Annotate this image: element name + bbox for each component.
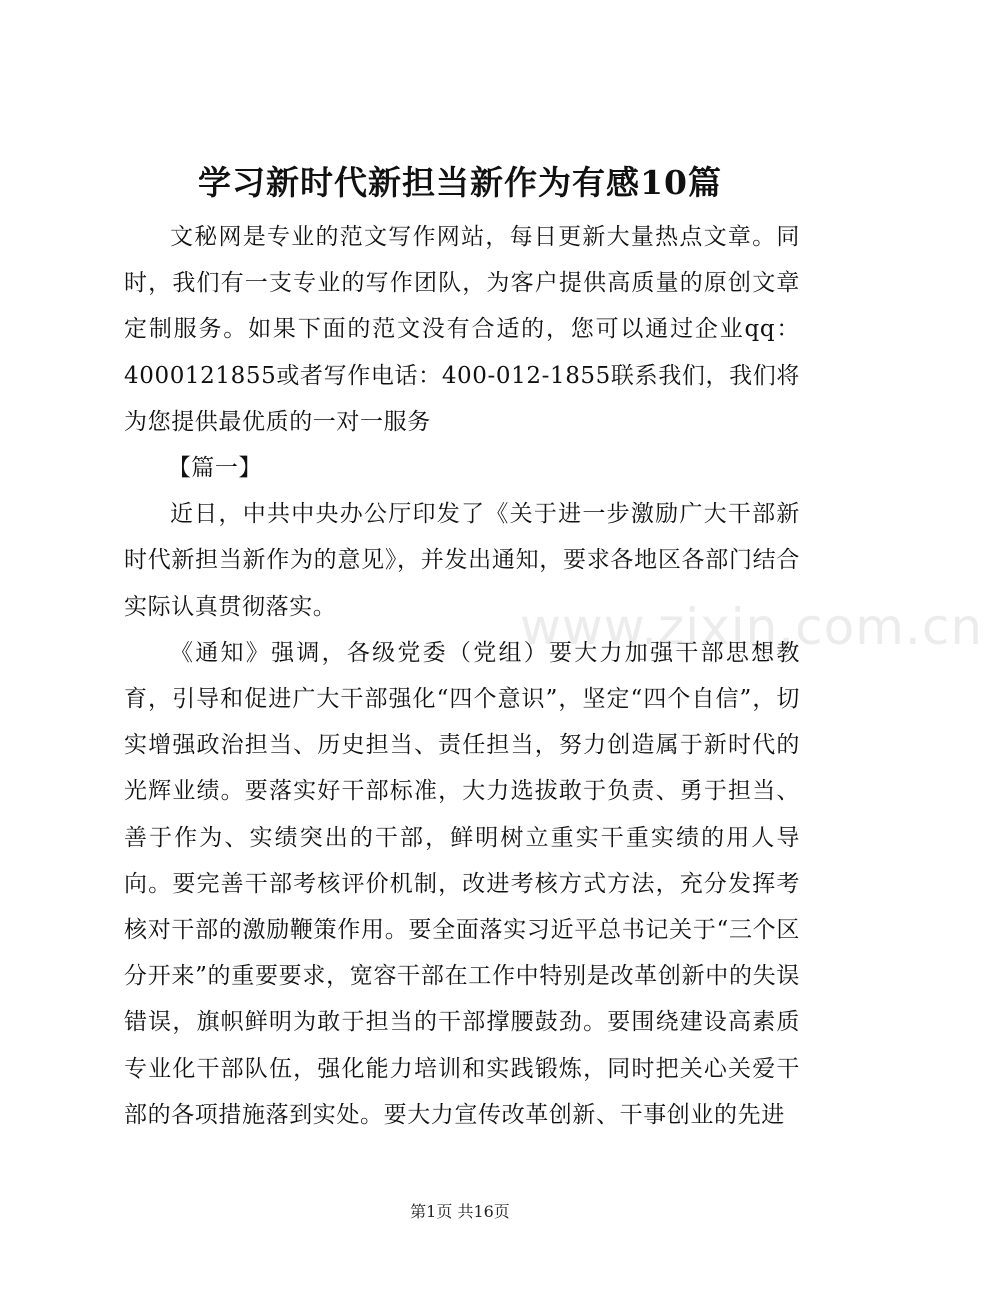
document-title: 学习新时代新担当新作为有感10篇 (198, 163, 722, 202)
document-body (124, 214, 800, 1138)
page-footer: 第1页 共16页 (410, 1202, 510, 1221)
watermark: www.zixin.com.cn (520, 598, 983, 656)
body-paragraph: 近日，中共中央办公厅印发了《关于进一步激励广大干部新时代新担当新作为的意见》，并发出通知，要求各地区各部门结合实际认真贯彻落实。 (124, 501, 800, 620)
section-heading: 【篇一】 (167, 455, 263, 482)
body-paragraph: 《通知》强调，各级党委（党组）要大力加强干部思想教育，引导和促进广大干部强化“四个意识”，坚定“四个自信”，切实增强政治担当、历史担当、责任担当，努力创造属于新时代的光辉业绩。要落实好干部标准，大力选拔敢于负责、勇于担当、善于作为、实绩突出的干部，鲜明树立重实干重实绩的用人导向。要完善干部考核评价机制，改进考核方式方法，充分发挥考核对干部的激励鞭策作用。要全面落实习近平总书记关于“三个区分开来”的重要要求，宽容干部在工作中特别是改革创新中的失误错误，旗帜鲜明为敢于担当的干部撑腰鼓劲。要围绕建设高素质专业化干部队伍，强化能力培训和实践锻炼，同时把关心关爱干部的各项措施落到实处。要大力宣传改革创新、干事创业的先进 (124, 639, 800, 1128)
intro-paragraph: 文秘网是专业的范文写作网站，每日更新大量热点文章。同时，我们有一支专业的写作团队，为客户提供高质量的原创文章定制服务。如果下面的范文没有合适的，您可以通过企业qq：4000121855或者写作电话：400-012-1855联系我们，我们将为您提供最优质的一对一服务 (124, 224, 800, 435)
